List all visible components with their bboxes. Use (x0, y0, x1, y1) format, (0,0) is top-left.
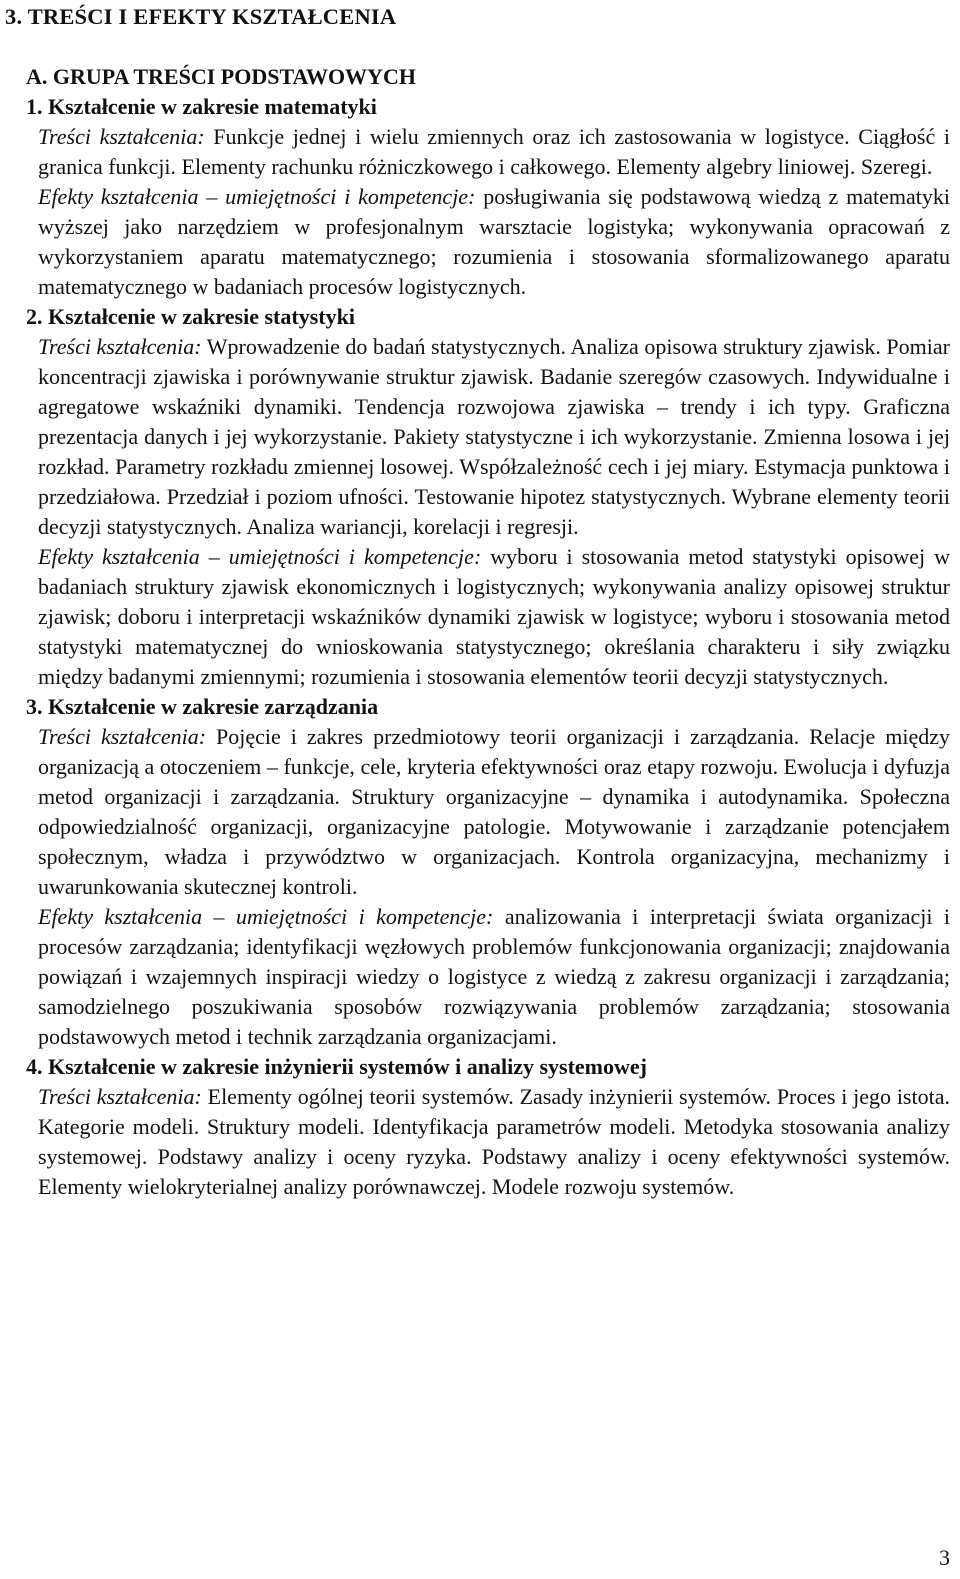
chapter-heading: 3. TREŚCI I EFEKTY KSZTAŁCENIA (5, 4, 397, 29)
content-paragraph (38, 1082, 950, 1202)
section-title: 1. Kształcenie w zakresie matematyki (26, 94, 377, 119)
effects-label: Efekty kształcenia – umiejętności i kompetencje: (38, 544, 482, 569)
section-mathematics (26, 92, 950, 302)
content-paragraph (38, 332, 950, 542)
effects-text: analizowania i interpretacji świata organizacji i procesów zarządzania; identyfikacji węzłowych problemów funkcjonowania organizacji; znajdowania powiązań i wzajemnych inspiracji wiedzy o logistyce z wiedzą z zakresu organizacji i zarządzania; samodzielnego poszukiwania sposobów rozwiązywania problemów zarządzania; stosowania podstawowych metod i technik zarządzania organizacjami. (38, 904, 950, 1049)
content-paragraph (38, 722, 950, 902)
content-text: Funkcje jednej i wielu zmiennych oraz ich zastosowania w logistyce. Ciągłość i granica funkcji. Elementy rachunku różniczkowego i całkowego. Elementy algebry liniowej. Szeregi. (38, 124, 950, 179)
effects-text: wyboru i stosowania metod statystyki opisowej w badaniach struktury zjawisk ekonomicznych i logistycznych; wykonywania analizy opisowej struktur zjawisk; doboru i interpretacji wskaźników dynamiki zjawisk w logistyce; wyboru i stosowania metod statystyki matematycznej do wnioskowania statystycznego; określania charakteru i siły związku między badanymi zmiennymi; rozumienia i stosowania elementów teorii decyzji statystycznych. (38, 544, 950, 689)
content-text: Pojęcie i zakres przedmiotowy teorii organizacji i zarządzania. Relacje między organizacją a otoczeniem – funkcje, cele, kryteria efektywności oraz etapy rozwoju. Ewolucja i dyfuzja metod organizacji i zarządzania. Struktury organizacyjne – dynamika i autodynamika. Społeczna odpowiedzialność organizacji, organizacyjne patologie. Motywowanie i zarządzanie potencjałem społecznym, władza i przywództwo w organizacjach. Kontrola organizacyjna, mechanizmy i uwarunkowania skutecznej kontroli. (38, 724, 950, 899)
document-body (26, 92, 950, 1202)
effects-text: posługiwania się podstawową wiedzą z matematyki wyższej jako narzędziem w profesjonalnym warsztacie logistyka; wykonywania opracowań z wykorzystaniem aparatu matematycznego; rozumienia i stosowania sformalizowanego aparatu matematycznego w badaniach procesów logistycznych. (38, 184, 950, 299)
content-label: Treści kształcenia: (38, 1084, 202, 1109)
content-text: Elementy ogólnej teorii systemów. Zasady inżynierii systemów. Proces i jego istota. Kategorie modeli. Struktury modeli. Identyfikacja parametrów modeli. Metodyka stosowania analizy systemowej. Podstawy analizy i oceny ryzyka. Podstawy analizy i oceny efektywności systemów. Elementy wielokryterialnej analizy porównawczej. Modele rozwoju systemów. (38, 1084, 950, 1199)
section-systems-engineering (26, 1052, 950, 1202)
group-heading: A. GRUPA TREŚCI PODSTAWOWYCH (26, 64, 416, 89)
content-text: Wprowadzenie do badań statystycznych. Analiza opisowa struktury zjawisk. Pomiar koncentracji zjawiska i porównywanie struktur zjawisk. Badanie szeregów czasowych. Indywidualne i agregatowe wskaźniki dynamiki. Tendencja rozwojowa zjawiska – trendy i ich typy. Graficzna prezentacja danych i jej wykorzystanie. Pakiety statystyczne i ich wykorzystanie. Zmienna losowa i jej rozkład. Parametry rozkładu zmiennej losowej. Współzależność cech i jej miary. Estymacja punktowa i przedziałowa. Przedział i poziom ufności. Testowanie hipotez statystycznych. Wybrane elementy teorii decyzji statystycznych. Analiza wariancji, korelacji i regresji. (38, 334, 950, 539)
section-statistics (26, 302, 950, 692)
section-title: 2. Kształcenie w zakresie statystyki (26, 304, 355, 329)
effects-label: Efekty kształcenia – umiejętności i kompetencje: (38, 904, 494, 929)
effects-paragraph (38, 182, 950, 302)
page-number: 3 (939, 1545, 950, 1570)
section-title: 3. Kształcenie w zakresie zarządzania (26, 694, 379, 719)
content-label: Treści kształcenia: (38, 124, 205, 149)
content-label: Treści kształcenia: (38, 334, 202, 359)
content-label: Treści kształcenia: (38, 724, 207, 749)
effects-label: Efekty kształcenia – umiejętności i kompetencje: (38, 184, 476, 209)
section-title: 4. Kształcenie w zakresie inżynierii systemów i analizy systemowej (26, 1054, 647, 1079)
section-management (26, 692, 950, 1052)
effects-paragraph (38, 542, 950, 692)
content-paragraph (38, 122, 950, 182)
effects-paragraph (38, 902, 950, 1052)
